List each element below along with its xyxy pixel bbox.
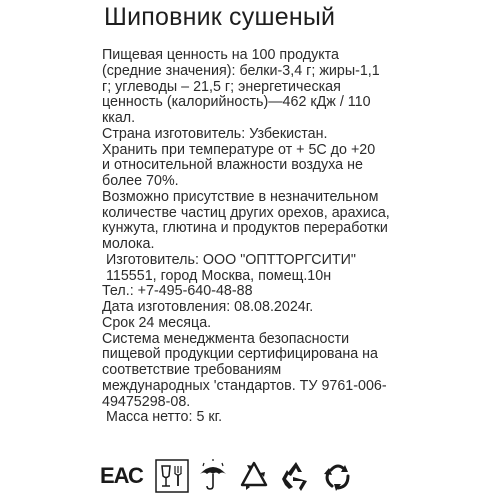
info-line: и относительной влажности воздуха не	[102, 157, 363, 174]
info-line: ккал.	[102, 110, 136, 126]
info-line: 115551, город Москва, помещ.10н	[106, 267, 332, 284]
info-line: (средние значения): белки-3,4 г; жиры-1,1	[102, 62, 380, 79]
info-line: количестве частиц других орехов, арахиса,	[102, 204, 390, 221]
info-line: кунжута, глютина и продуктов переработки	[102, 220, 388, 237]
info-line: международных 'стандартов. ТУ 9761-006-	[102, 377, 387, 394]
recycle-icon	[237, 459, 271, 493]
info-line: более 70%.	[102, 173, 179, 189]
info-line: Тел.: +7-495-640-48-88	[102, 283, 253, 300]
info-line: ценность (калорийность)—462 кДж / 110	[102, 94, 371, 111]
certification-icons	[100, 458, 355, 494]
info-line: Дата изготовления: 08.08.2024г.	[102, 299, 314, 315]
info-line: Страна изготовитель: Узбекистан.	[102, 125, 328, 142]
info-line: Срок 24 месяца.	[102, 314, 212, 331]
recycle-icon-3	[321, 459, 355, 493]
product-info-text	[102, 48, 422, 426]
info-line: 49475298-08.	[102, 393, 191, 410]
info-line: пищевой продукции сертифицирована на	[102, 346, 378, 363]
keep-dry-umbrella-icon	[197, 459, 229, 493]
info-line: Масса нетто: 5 кг.	[106, 409, 223, 426]
info-line: молока.	[102, 236, 155, 252]
food-safe-glass-fork-icon	[155, 459, 189, 493]
info-line: Возможно присутствие в незначительном	[102, 188, 379, 205]
info-line: Пищевая ценность на 100 продукта	[102, 47, 339, 63]
product-title: Шиповник сушеный	[104, 3, 336, 31]
info-line: соответствие требованиям	[102, 362, 282, 378]
info-line: Хранить при температуре от + 5С до +20	[102, 141, 376, 158]
info-line: Система менеджмента безопасности	[102, 330, 350, 347]
info-line: г; углеводы – 21,5 г; энергетическая	[102, 78, 341, 95]
eac-mark: ЕАС	[100, 463, 143, 488]
info-line: Изготовитель: ООО "ОПТТОРГСИТИ"	[106, 251, 356, 268]
recycle-icon-2	[279, 459, 313, 493]
